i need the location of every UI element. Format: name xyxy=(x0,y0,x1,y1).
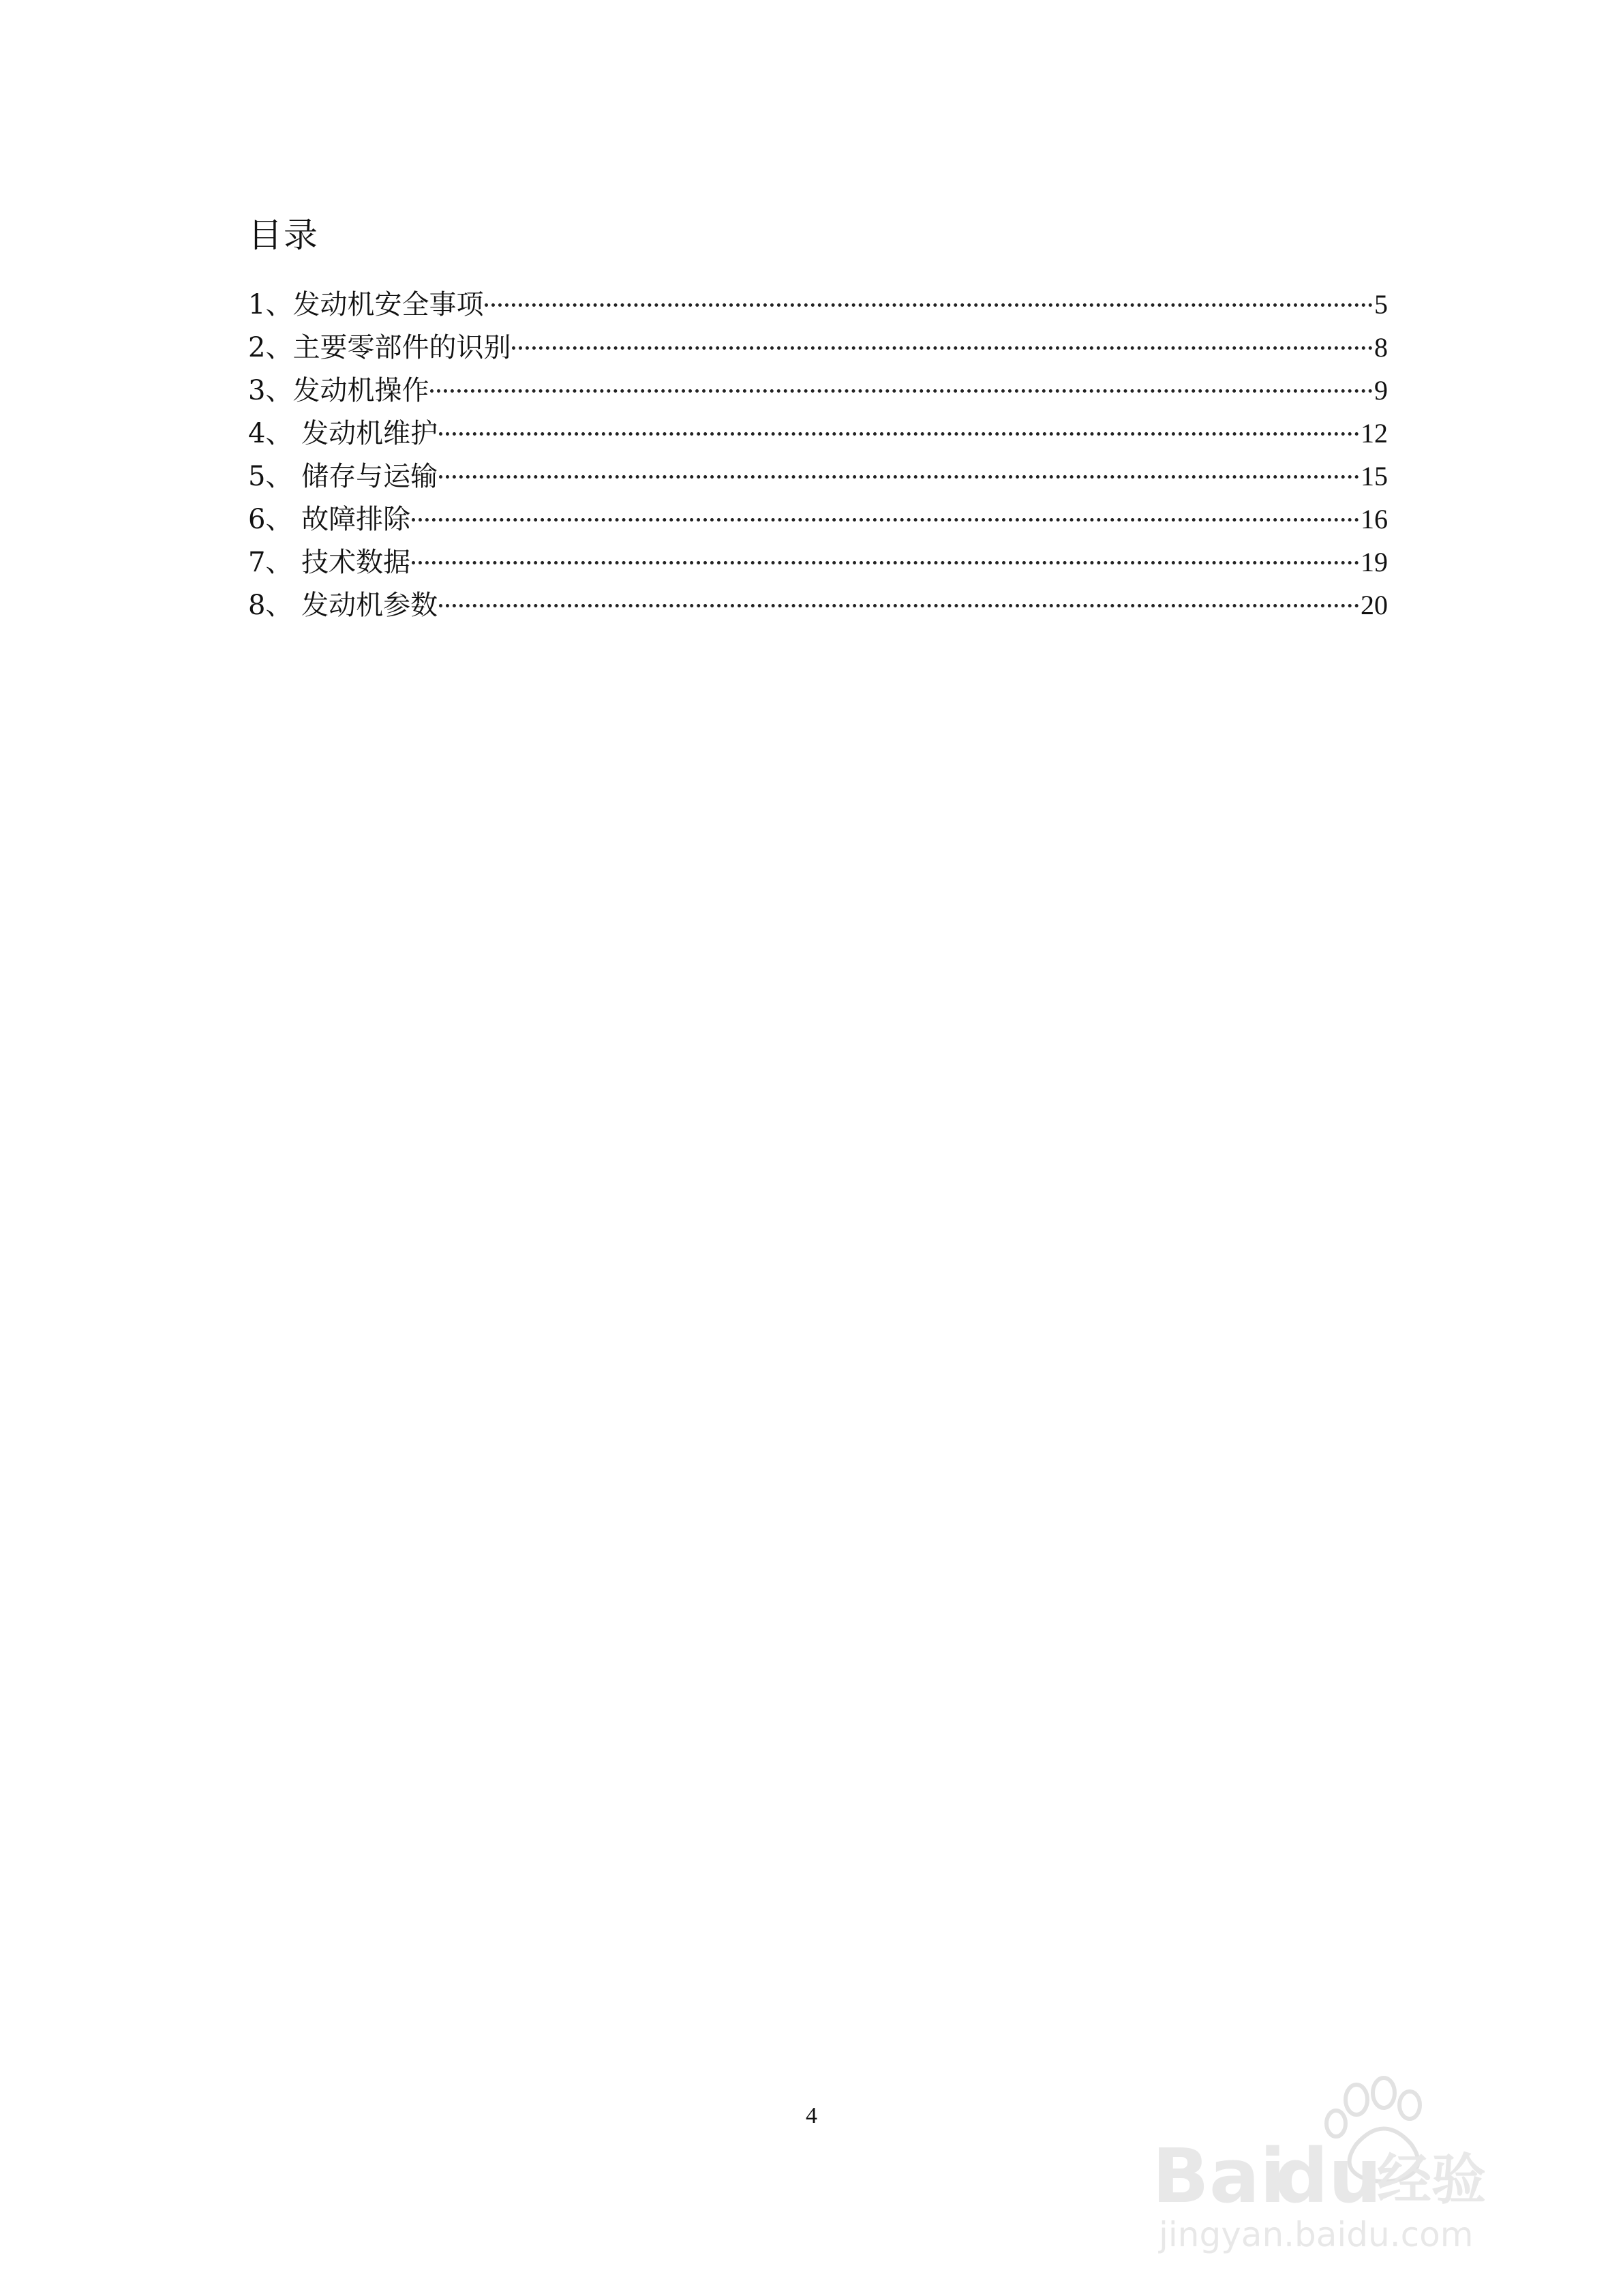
toc-entry-page: 16 xyxy=(1361,504,1388,534)
toc-entry[interactable] xyxy=(248,326,1388,369)
baidu-jingyan-watermark xyxy=(1152,2072,1534,2256)
toc-dot-leader xyxy=(439,432,1359,436)
baidu-paw-logo-icon xyxy=(1152,2072,1534,2256)
toc-entry-label: 2、主要零部件的识别 xyxy=(248,332,511,363)
svg-text:经验: 经验 xyxy=(1377,2148,1486,2211)
svg-text:Bai: Bai xyxy=(1152,2132,1286,2220)
toc-entry-page: 5 xyxy=(1374,289,1388,320)
toc-dot-leader xyxy=(412,518,1359,522)
toc-dot-leader xyxy=(430,389,1373,393)
toc-entry-label: 3、发动机操作 xyxy=(248,375,429,406)
toc-list xyxy=(248,283,1388,626)
toc-dot-leader xyxy=(439,604,1359,607)
toc-entry[interactable] xyxy=(248,584,1388,626)
svg-text:jingyan.baidu.com: jingyan.baidu.com xyxy=(1159,2215,1474,2254)
toc-entry-label: 4、 发动机维护 xyxy=(248,418,438,449)
toc-entry[interactable] xyxy=(248,412,1388,455)
toc-entry[interactable] xyxy=(248,283,1388,326)
toc-entry-page: 12 xyxy=(1361,418,1388,449)
toc-entry[interactable] xyxy=(248,369,1388,412)
toc-entry-label: 6、 故障排除 xyxy=(248,504,411,535)
toc-dot-leader xyxy=(439,475,1359,479)
toc-entry-label: 8、 发动机参数 xyxy=(248,590,438,621)
toc-entry[interactable] xyxy=(248,541,1388,584)
toc-entry-label: 5、 储存与运输 xyxy=(248,461,438,492)
page-number: 4 xyxy=(806,2103,817,2128)
toc-entry-label: 7、 技术数据 xyxy=(248,547,411,578)
toc-entry[interactable] xyxy=(248,498,1388,541)
toc-dot-leader xyxy=(412,561,1359,564)
toc-title: 目录 xyxy=(248,215,319,255)
toc-entry-page: 15 xyxy=(1361,461,1388,492)
toc-entry-page: 20 xyxy=(1361,590,1388,620)
toc-entry-page: 9 xyxy=(1374,375,1388,406)
toc-dot-leader xyxy=(485,303,1373,307)
toc-entry-page: 19 xyxy=(1361,547,1388,577)
toc-entry-page: 8 xyxy=(1374,332,1388,363)
svg-text:du: du xyxy=(1275,2132,1382,2220)
toc-entry-label: 1、发动机安全事项 xyxy=(248,289,484,320)
toc-dot-leader xyxy=(512,346,1373,350)
toc-entry[interactable] xyxy=(248,455,1388,498)
